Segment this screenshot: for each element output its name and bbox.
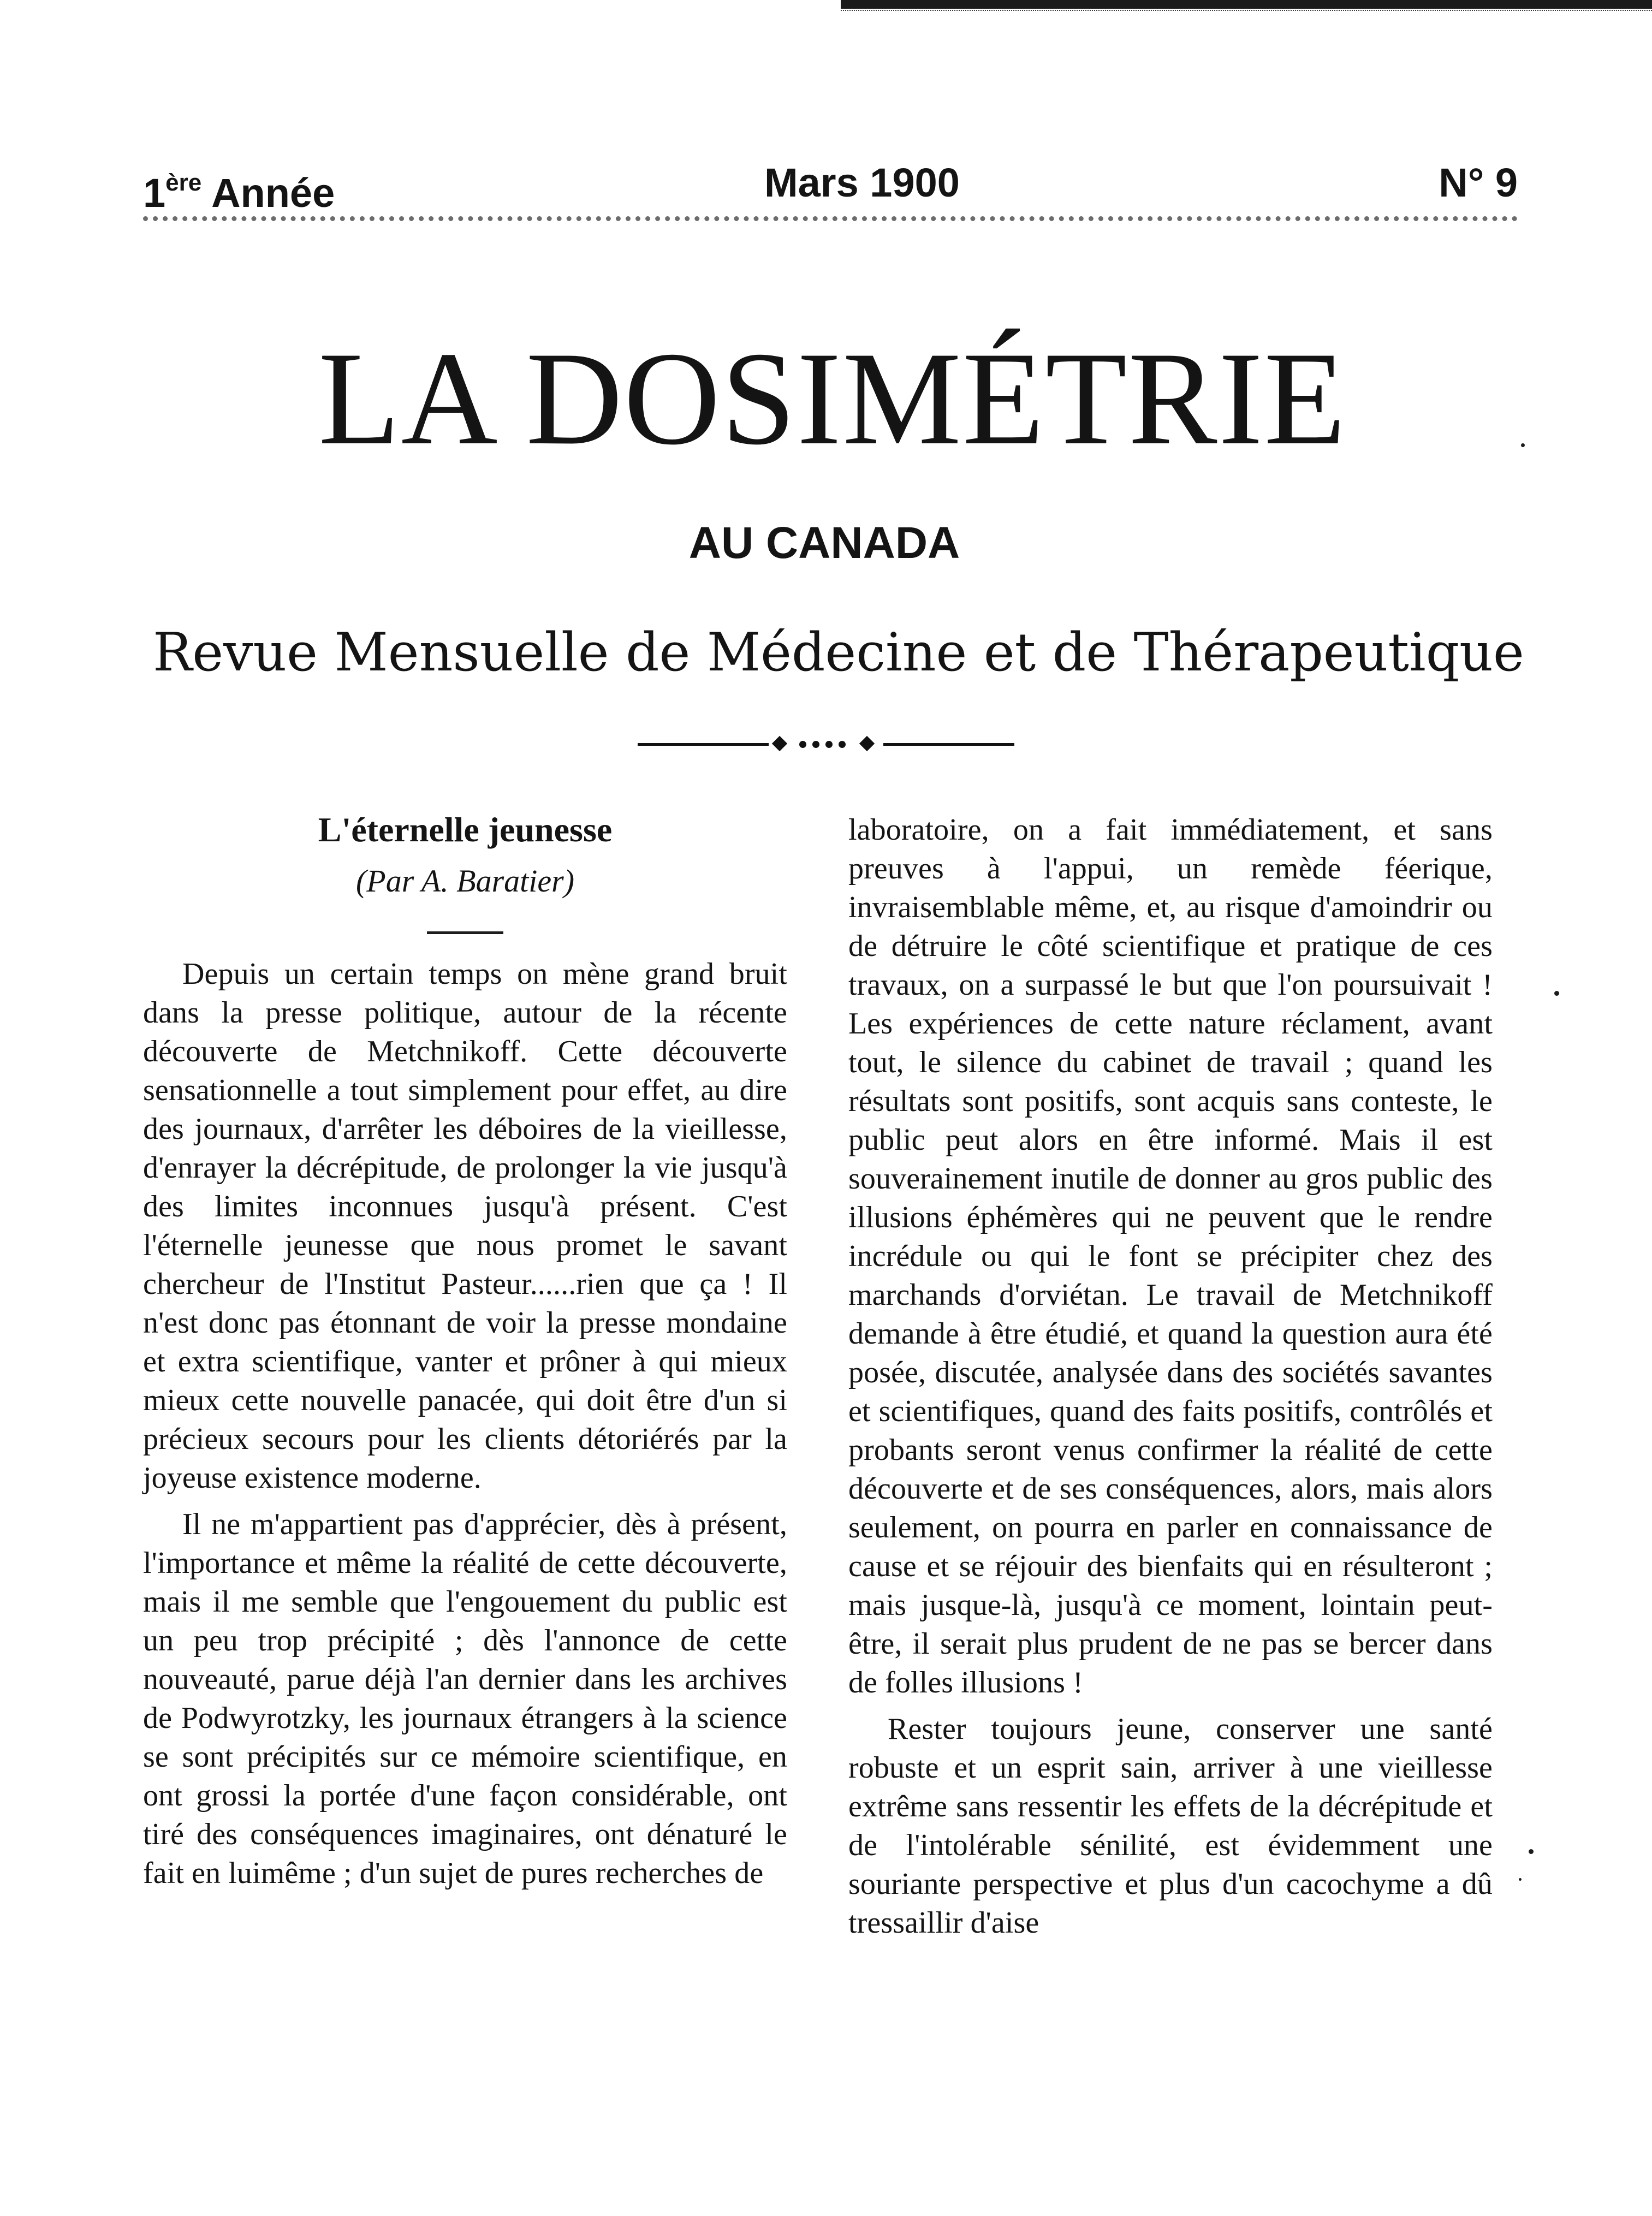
volume-year bbox=[143, 156, 335, 216]
year-ordinal: ère bbox=[165, 169, 202, 196]
margin-mark bbox=[1529, 1849, 1534, 1854]
ornament-dot bbox=[839, 741, 846, 748]
article-left-column bbox=[143, 808, 787, 1893]
article-paragraph: Rester toujours jeune, conserver une santé robuste et un esprit sain, arriver à une vieillesse extrême sans ressentir les effets de la décrépitude et de l'intolérable sénilité, est évidemment une souriante perspective et plus d'un cacochyme a dû tressaillir d'aise bbox=[848, 1712, 1493, 1940]
ornament-diamond bbox=[772, 736, 787, 751]
article-paragraph: Depuis un certain temps on mène grand bruit dans la presse politique, autour de la récente découverte de Metchnikoff. Cette découverte sensationnelle a tout simplement pour effet, au dire des journaux, d'arrêter les déboires de la vieillesse, d'enrayer la décrépitude, de prolonger la vie jusqu'à des limites inconnues jusqu'à présent. C'est l'éternelle jeunesse que nous promet le savant chercheur de l'Institut Pasteur......rien que ça ! Il n'est donc pas étonnant de voir la presse mondaine et extra scientifique, vanter et prôner à qui mieux mieux cette nouvelle panacée, qui doit être d'un si précieux secours pour les clients détoriérés par la joyeuse existence moderne. bbox=[143, 957, 787, 1495]
top-border-dotted bbox=[841, 10, 1652, 13]
ornamental-divider bbox=[638, 730, 1014, 757]
margin-mark bbox=[1521, 443, 1525, 447]
margin-mark bbox=[1554, 991, 1559, 996]
issue-number: N° 9 bbox=[1439, 160, 1518, 205]
year-number: 1 bbox=[143, 170, 166, 216]
article-byline: (Par A. Baratier) bbox=[355, 863, 575, 899]
journal-tagline: Revue Mensuelle de Médecine et de Thérapeutique bbox=[153, 622, 1524, 683]
header-divider bbox=[143, 216, 1518, 228]
ornament-line-left bbox=[638, 743, 769, 746]
journal-subtitle: AU CANADA bbox=[688, 518, 960, 568]
journal-title: LA DOSIMÉTRIE bbox=[318, 324, 1347, 472]
ornament-dot bbox=[812, 741, 819, 748]
margin-mark bbox=[1519, 1878, 1522, 1881]
issue-date: Mars 1900 bbox=[764, 160, 960, 205]
top-border-rule bbox=[841, 0, 1652, 9]
title-rule bbox=[427, 931, 503, 934]
article-title: L'éternelle jeunesse bbox=[318, 810, 613, 849]
ornament-dot bbox=[825, 741, 833, 748]
ornament-line-right bbox=[883, 743, 1014, 746]
ornament-dot bbox=[799, 741, 806, 748]
year-word: Année bbox=[211, 170, 335, 216]
article-right-column bbox=[848, 811, 1493, 1942]
article-paragraph: laboratoire, on a fait immédiatement, et sans preuves à l'appui, un remède féerique, invraisemblable même, et, au risque d'amoindrir ou de détruire le côté scientifique et pratique de ces travaux, on a surpassé le but que l'on poursuivait ! Les expériences de cette nature réclament, avant tout, le silence du cabinet de travail ; quand les résultats sont positifs, sont acquis sans conteste, le public peut alors en être informé. Mais il est souverainement inutile de donner au gros public des illusions éphémères qui ne peuvent que le rendre incrédule ou qui le font se précipiter chez des marchands d'orviétan. Le travail de Metchnikoff demande à être étudié, et quand la question aura été posée, discutée, analysée dans des sociétés savantes et scientifiques, quand des faits positifs, contrôlés et probants seront venus confirmer la réalité de cette découverte et de ses conséquences, alors, mais alors seulement, on pourra en parler en connaissance de cause et se réjouir des bienfaits qui en résulteront ; mais jusque-là, jusqu'à ce moment, lointain peut-être, il serait plus prudent de ne pas se bercer dans de folles illusions ! bbox=[848, 813, 1493, 1700]
article-paragraph: Il ne m'appartient pas d'apprécier, dès à présent, l'importance et même la réalité de cette découverte, mais il me semble que l'engouement du public est un peu trop précipité ; dès l'annonce de cette nouveauté, parue déjà l'an dernier dans les archives de Podwyrotzky, les journaux étrangers à la science se sont précipités sur ce mémoire scientifique, en ont grossi la portée d'une façon considérable, ont tiré des conséquences imaginaires, ont dénaturé le fait en luimême ; d'un sujet de pures recherches de bbox=[143, 1507, 787, 1890]
ornament-diamond bbox=[859, 736, 875, 751]
